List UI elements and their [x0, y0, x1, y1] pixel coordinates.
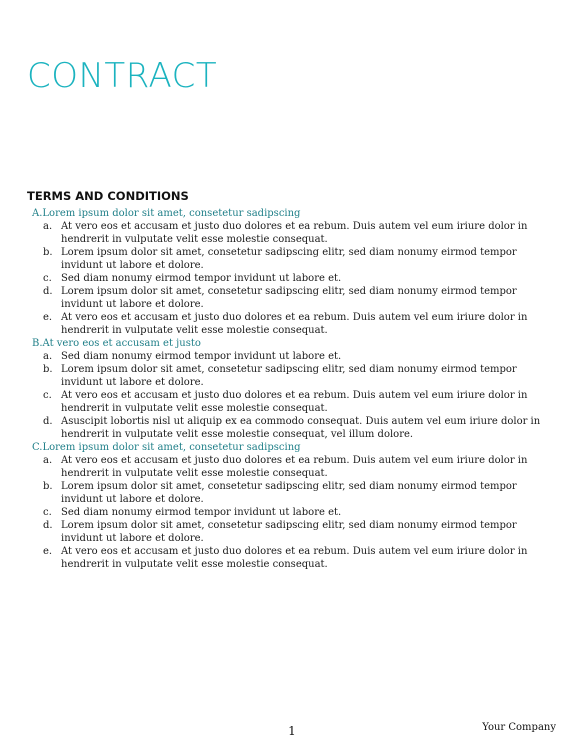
list-item: a. At vero eos et accusam et justo duo dolores et ea rebum. Duis autem vel eum iriure dolor in hendrerit in vulputate velit esse molestie consequat. — [43, 455, 528, 479]
section-title: C.Lorem ipsum dolor sit amet, consetetur sadipscing — [32, 442, 301, 453]
list-item: e. At vero eos et accusam et justo duo dolores et ea rebum. Duis autem vel eum iriure dolor in hendrerit in vulputate velit esse molestie consequat. — [43, 312, 528, 336]
list-item: c. At vero eos et accusam et justo duo dolores et ea rebum. Duis autem vel eum iriure dolor in hendrerit in vulputate velit esse molestie consequat. — [43, 390, 528, 414]
list-item: a. At vero eos et accusam et justo duo dolores et ea rebum. Duis autem vel eum iriure dolor in hendrerit in vulputate velit esse molestie consequat. — [43, 221, 528, 245]
list-item: b. Lorem ipsum dolor sit amet, consetetur sadipscing elitr, sed diam nonumy eirmod tempor invidunt ut labore et dolore. — [43, 364, 517, 388]
document-title: CONTRACT — [27, 56, 218, 96]
section-title: A.Lorem ipsum dolor sit amet, consetetur sadipscing — [32, 208, 301, 219]
page-number: 1 — [288, 724, 296, 738]
section-c — [32, 441, 560, 571]
terms-list — [32, 207, 560, 571]
list-item: e. At vero eos et accusam et justo duo dolores et ea rebum. Duis autem vel eum iriure dolor in hendrerit in vulputate velit esse molestie consequat. — [43, 546, 528, 570]
list-item: b. Lorem ipsum dolor sit amet, consetetur sadipscing elitr, sed diam nonumy eirmod tempor invidunt ut labore et dolore. — [43, 481, 517, 505]
section-a — [32, 207, 560, 337]
terms-heading: TERMS AND CONDITIONS — [27, 189, 189, 203]
company-name: Your Company — [482, 722, 556, 733]
section-b — [32, 337, 560, 441]
list-item: c. Sed diam nonumy eirmod tempor invidunt ut labore et. — [43, 507, 342, 518]
list-item: d. Lorem ipsum dolor sit amet, consetetur sadipscing elitr, sed diam nonumy eirmod tempor invidunt ut labore et dolore. — [43, 286, 517, 310]
list-item: d. Lorem ipsum dolor sit amet, consetetur sadipscing elitr, sed diam nonumy eirmod tempor invidunt ut labore et dolore. — [43, 520, 517, 544]
list-item: b. Lorem ipsum dolor sit amet, consetetur sadipscing elitr, sed diam nonumy eirmod tempor invidunt ut labore et dolore. — [43, 247, 517, 271]
section-title: B.At vero eos et accusam et justo — [32, 338, 201, 349]
list-item: c. Sed diam nonumy eirmod tempor invidunt ut labore et. — [43, 273, 342, 284]
list-item: a. Sed diam nonumy eirmod tempor invidunt ut labore et. — [43, 351, 342, 362]
list-item: d. Asuscipit lobortis nisl ut aliquip ex ea commodo consequat. Duis autem vel eum iriure dolor in hendrerit in vulputate velit esse molestie consequat, vel illum dolore. — [43, 416, 541, 440]
